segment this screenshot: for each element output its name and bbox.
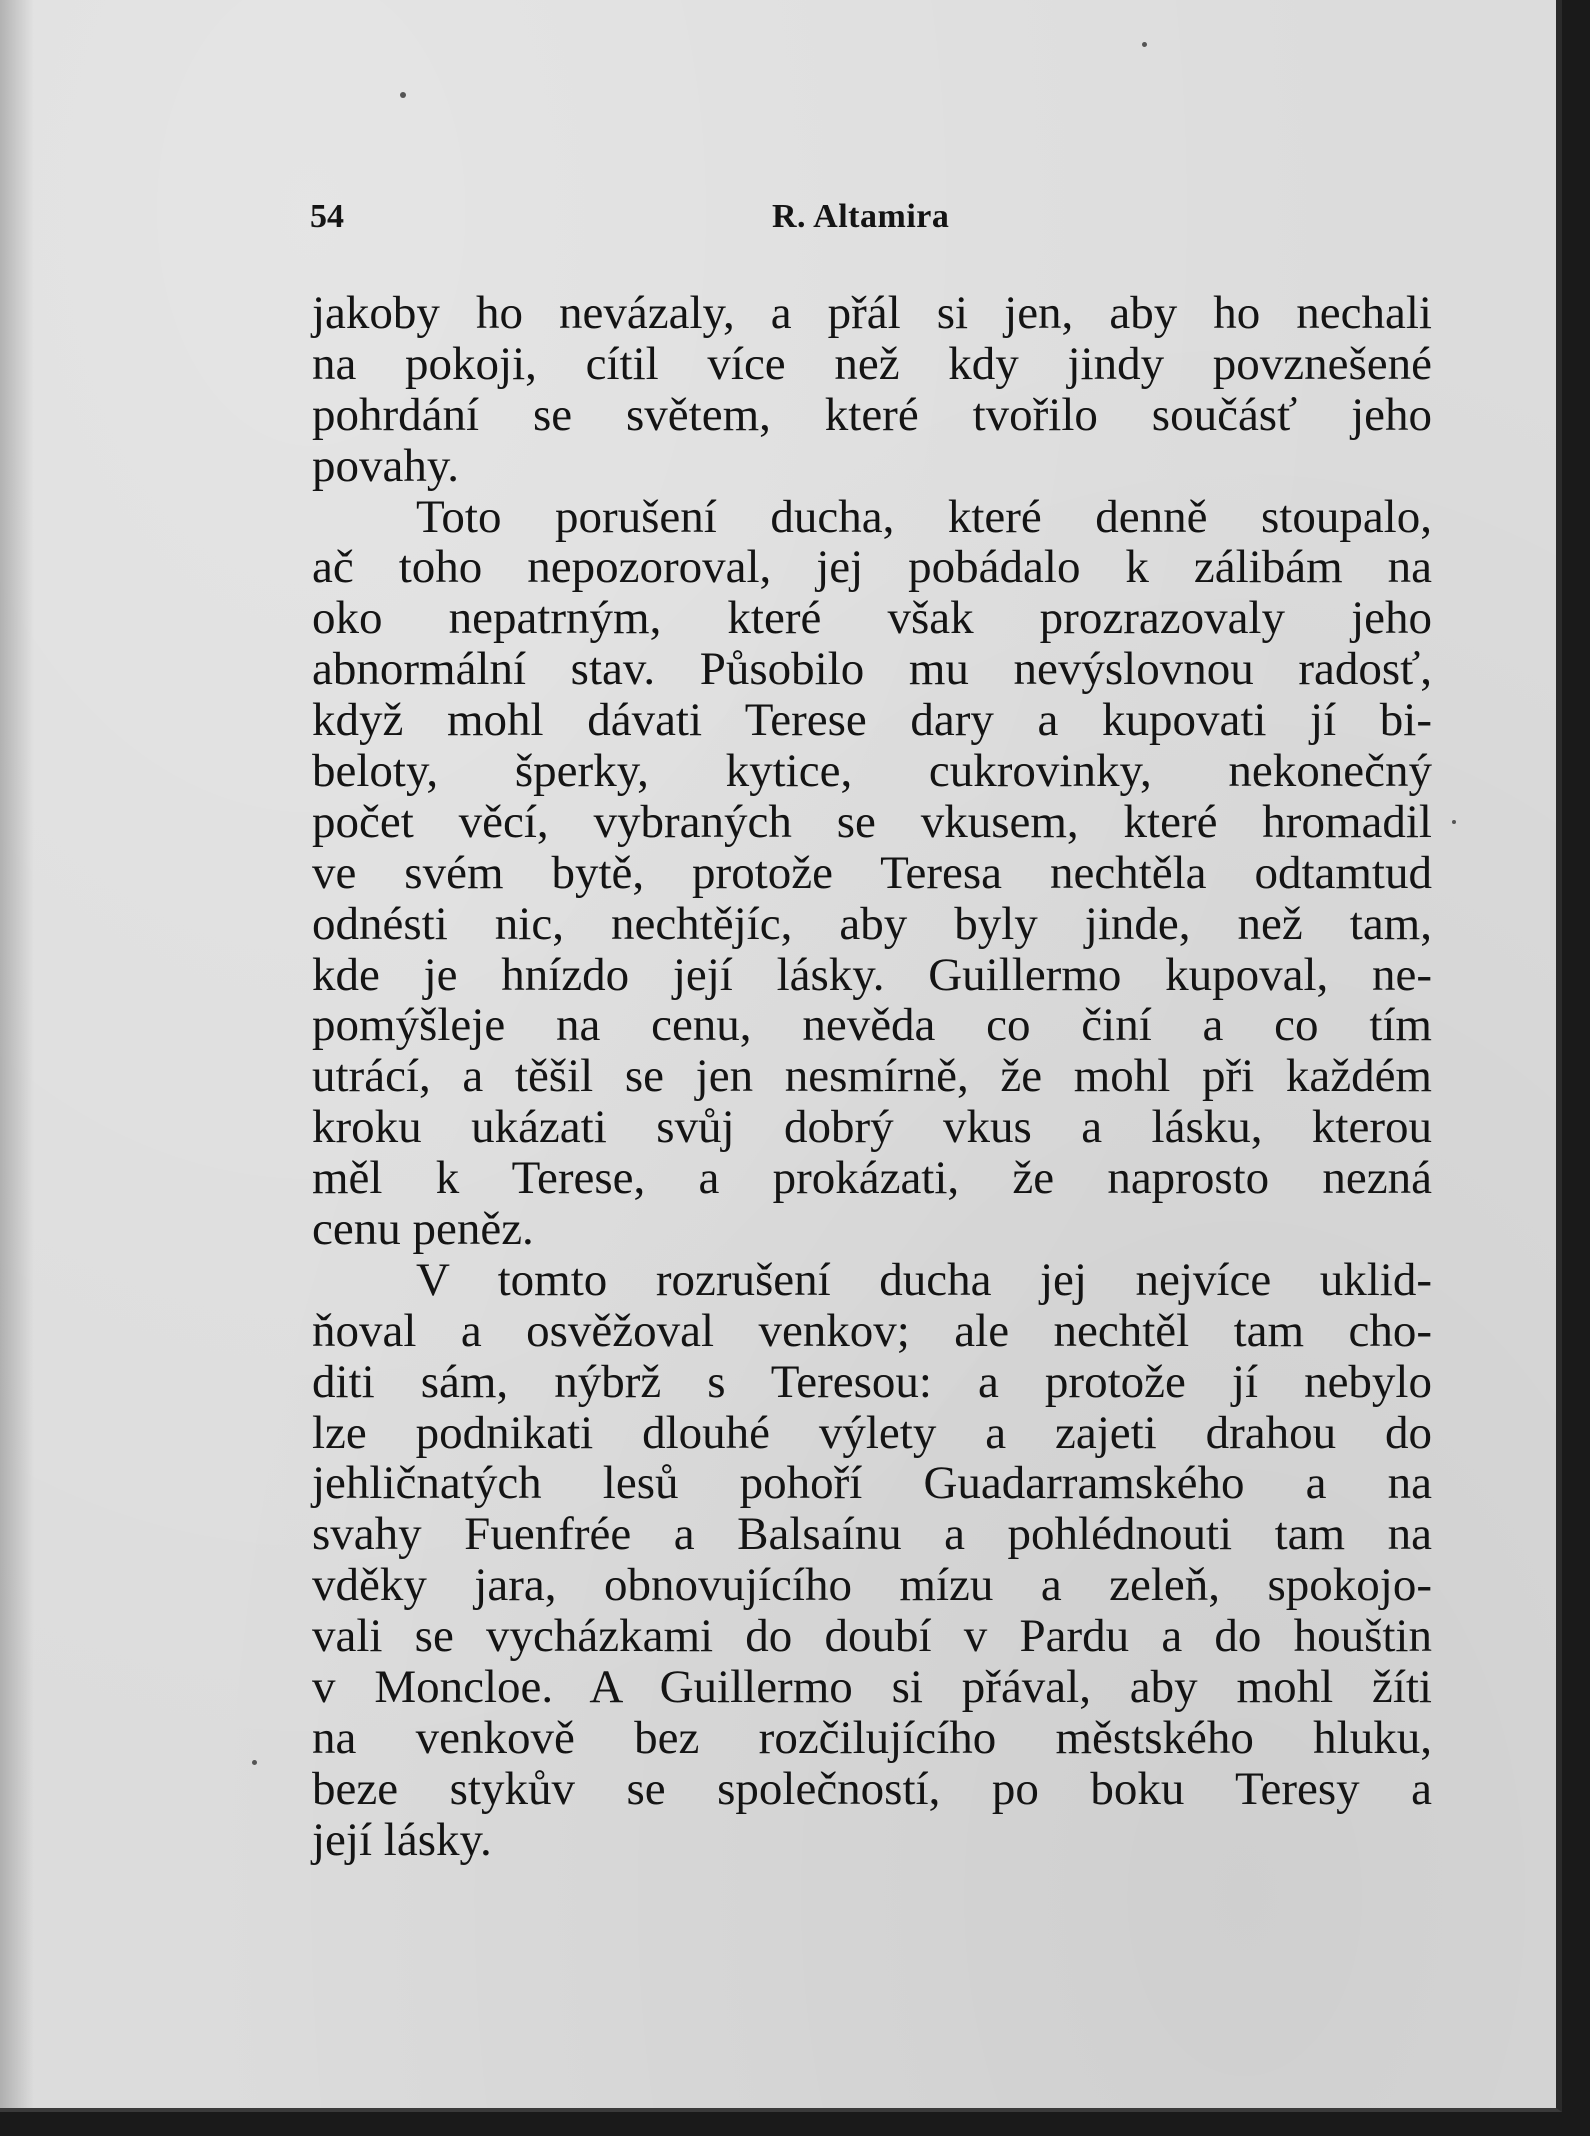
text-line: jakoby ho nevázaly, a přál si jen, aby ho nechali (312, 287, 1432, 339)
text-line: ve svém bytě, protože Teresa nechtěla odtamtud (312, 846, 1432, 899)
text-line: povahy. (312, 439, 460, 492)
page-header (310, 198, 1434, 250)
text-line: cenu peněz. (312, 1203, 534, 1256)
page-number: 54 (310, 198, 344, 235)
text-line: její lásky. (312, 1813, 492, 1866)
text-line: lze podnikati dlouhé výlety a zajeti drahou do (312, 1406, 1432, 1459)
text-line: pohrdání se světem, které tvořilo součásť jeho (312, 388, 1432, 441)
text-line: na venkově bez rozčilujícího městského hluku, (312, 1711, 1432, 1764)
print-speck (252, 1760, 257, 1765)
text-line: vali se vycházkami do doubí v Pardu a do houštin (312, 1610, 1432, 1663)
text-line: na pokoji, cítil více než kdy jindy povznešené (312, 337, 1432, 390)
body-text (312, 288, 1432, 1866)
text-line: Toto porušení ducha, které denně stoupalo, (416, 490, 1432, 543)
text-line: beloty, šperky, kytice, cukrovinky, nekonečný (312, 745, 1432, 798)
text-line: beze stykův se společností, po boku Teresy a (312, 1762, 1432, 1815)
print-speck (1142, 42, 1147, 47)
text-line: abnormální stav. Působilo mu nevýslovnou radosť, (312, 643, 1432, 696)
text-line: ňoval a osvěžoval venkov; ale nechtěl tam cho- (312, 1304, 1432, 1357)
text-line: utrácí, a těšil se jen nesmírně, že mohl při každém (312, 1050, 1432, 1103)
text-line: vděky jara, obnovujícího mízu a zeleň, spokojo- (312, 1559, 1432, 1612)
text-line: v Moncloe. A Guillermo si přával, aby mohl žíti (312, 1661, 1432, 1714)
text-line: počet věcí, vybraných se vkusem, které hromadil (312, 795, 1432, 848)
text-line: oko nepatrným, které však prozrazovaly jeho (312, 592, 1432, 645)
text-line: kde je hnízdo její lásky. Guillermo kupoval, ne- (312, 948, 1432, 1001)
print-speck (1452, 820, 1456, 824)
text-line: V tomto rozrušení ducha jej nejvíce uklid- (416, 1253, 1432, 1306)
text-line: ač toho nepozoroval, jej pobádalo k zálibám na (312, 541, 1432, 594)
text-line: když mohl dávati Terese dary a kupovati jí bi- (312, 694, 1432, 747)
text-line: svahy Fuenfrée a Balsaínu a pohlédnouti tam na (312, 1508, 1432, 1561)
text-line: měl k Terese, a prokázati, že naprosto nezná (312, 1152, 1432, 1205)
text-line: diti sám, nýbrž s Teresou: a protože jí nebylo (312, 1355, 1432, 1408)
print-speck (400, 92, 406, 98)
text-line: kroku ukázati svůj dobrý vkus a lásku, kterou (312, 1101, 1432, 1154)
text-line: jehličnatých lesů pohoří Guadarramského a na (312, 1457, 1432, 1510)
running-head: R. Altamira (772, 198, 950, 235)
text-line: pomýšleje na cenu, nevěda co činí a co tím (312, 999, 1432, 1052)
text-line: odnésti nic, nechtějíc, aby byly jinde, než tam, (312, 897, 1432, 950)
page-edge-shadow (0, 0, 34, 2108)
